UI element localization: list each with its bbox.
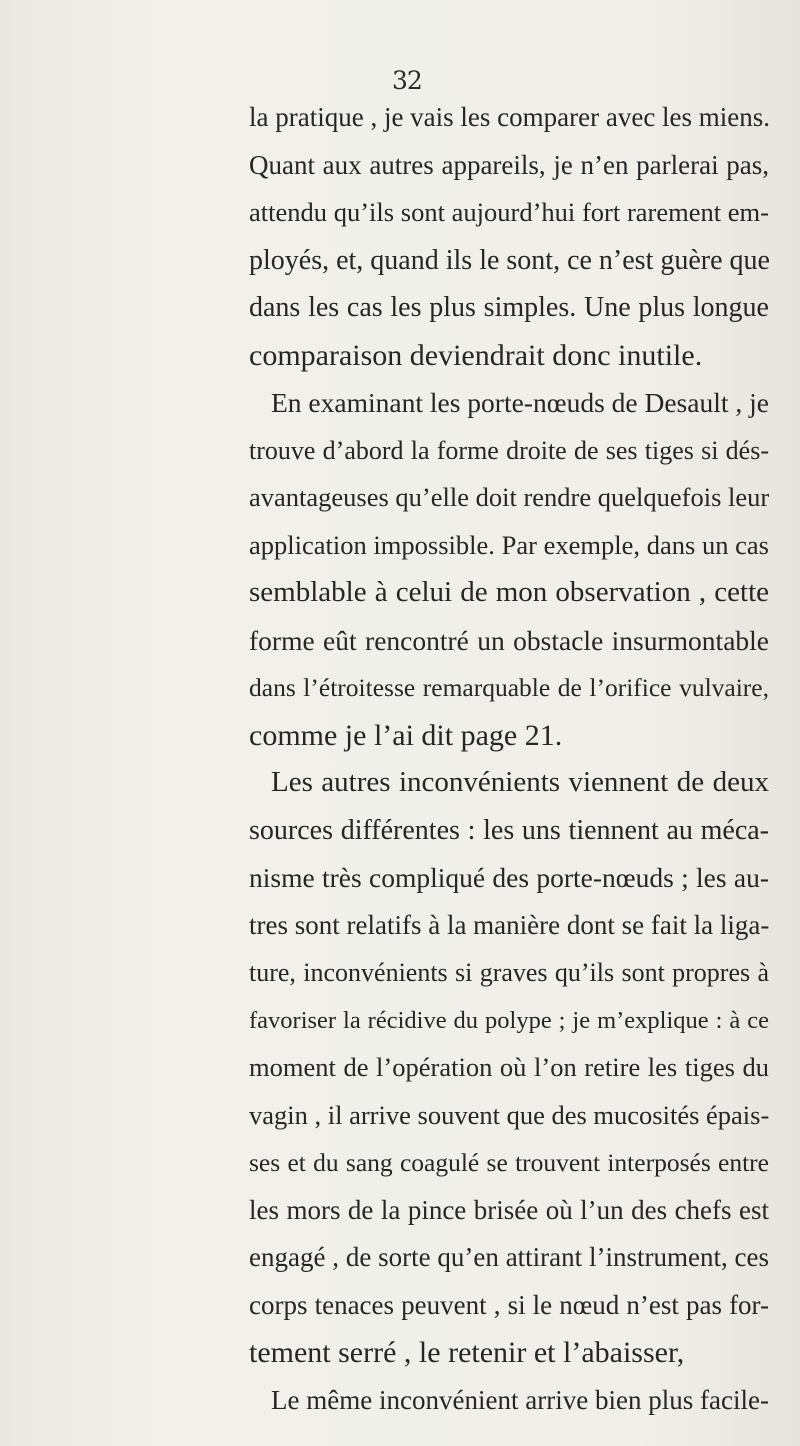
text-line: engagé , de sorte qu’en attirant l’instrument, ces (249, 1242, 769, 1272)
text-line: ployés, et, quand ils le sont, ce n’est guère que (249, 244, 770, 276)
text-line: dans les cas les plus simples. Une plus longue (249, 292, 769, 323)
text-line: avantageuses qu’elle doit rendre quelquefois leur (249, 482, 770, 512)
text-line: sources différentes : les uns tiennent au méca- (249, 814, 769, 846)
text-line: attendu qu’ils sont aujourd’hui fort rarement em- (249, 197, 769, 227)
text-line: tement serré , le retenir et l’abaisser, (249, 1336, 685, 1369)
text-line: trouve d’abord la forme droite de ses tiges si dés- (249, 435, 769, 465)
page-number: 32 (392, 66, 422, 95)
text-line: Quant aux autres appareils, je n’en parlerai pas, (249, 149, 769, 180)
text-line: En examinant les porte-nœuds de Desault , je (271, 387, 769, 418)
text-line: dans l’étroitesse remarquable de l’orifice vulvaire, (249, 673, 769, 702)
body-text (249, 94, 769, 1424)
text-line: moment de l’opération où l’on retire les tiges du (249, 1052, 769, 1082)
text-line: la pratique , je vais les comparer avec les miens. (249, 102, 771, 132)
text-line: Les autres inconvénients viennent de deux (271, 766, 769, 798)
text-line: les mors de la pince brisée où l’un des chefs est (249, 1194, 769, 1225)
text-line: nisme très compliqué des porte-nœuds ; les au- (249, 862, 769, 893)
text-line: comme je l’ai dit page 21. (249, 718, 563, 752)
text-line: vagin , il arrive souvent que des mucosités épais- (249, 1099, 770, 1130)
text-line: ture, inconvénients si graves qu’ils sont propres à (249, 958, 769, 987)
text-line: semblable à celui de mon observation , cette (249, 576, 769, 608)
text-line: tres sont relatifs à la manière dont se fait la liga- (249, 909, 770, 940)
text-line: application impossible. Par exemple, dans un cas (249, 529, 769, 560)
text-line: corps tenaces peuvent , si le nœud n’est pas for- (249, 1289, 769, 1320)
text-line: favoriser la récidive du polype ; je m’explique : à ce (249, 1006, 769, 1034)
text-line: Le même inconvénient arrive bien plus facile- (271, 1384, 769, 1415)
text-line: ses et du sang coagulé se trouvent interposés entre (249, 1148, 769, 1177)
text-line: forme eût rencontré un obstacle insurmontable (249, 624, 769, 656)
text-line: comparaison deviendrait donc inutile. (249, 338, 703, 372)
